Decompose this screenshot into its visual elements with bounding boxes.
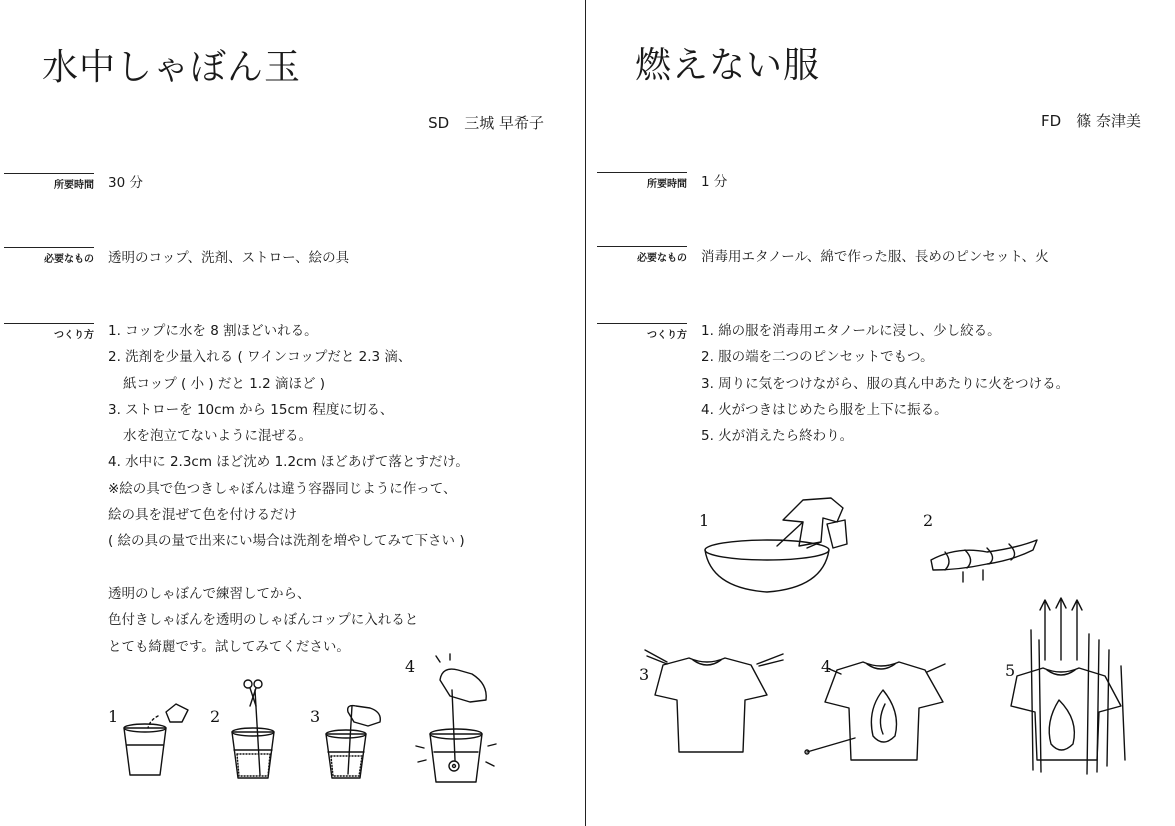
cup-icon [430, 734, 482, 782]
list-item: 水を泡立てないように混ぜる。 [123, 428, 312, 445]
section-rule [597, 246, 687, 247]
list-item: とても綺麗です。試してみてください。 [108, 638, 350, 655]
step-number: 2 [210, 707, 221, 726]
author: SD 三城 早希子 [428, 114, 544, 132]
step-number: 3 [639, 665, 650, 684]
straw-icon [452, 690, 455, 760]
basin-icon [705, 550, 829, 592]
section-rule [4, 247, 94, 248]
step-number: 4 [405, 657, 416, 676]
author: FD 篠 奈津美 [1041, 112, 1141, 130]
time-label: 所要時間 [647, 179, 687, 190]
steps-label: つくり方 [647, 330, 687, 341]
list-item: 色付きしゃぼんを透明のしゃぼんコップに入れると [108, 612, 419, 629]
section-rule [597, 172, 687, 173]
flame-icon [1049, 700, 1074, 750]
materials-label: 必要なもの [637, 253, 687, 264]
cup-icon [232, 732, 274, 778]
list-item: 1. コップに水を 8 割ほどいれる。 [108, 323, 318, 339]
steps-label: つくり方 [54, 330, 94, 341]
flame-icon [871, 690, 896, 742]
step-number: 1 [699, 511, 710, 530]
list-item: 紙コップ ( 小 ) だと 1.2 滴ほど ) [123, 375, 326, 392]
scissors-icon [244, 680, 252, 688]
time-value: 30 分 [108, 175, 143, 191]
list-item: ( 絵の具の量で出来にい場合は洗剤を増やしてみて下さい ) [108, 533, 465, 550]
cup-icon [124, 728, 166, 775]
step-number: 5 [1005, 661, 1016, 680]
page-divider [585, 0, 586, 826]
list-item: 絵の具を混ぜて色を付けるだけ [108, 507, 297, 524]
list-item: 2. 服の端を二つのピンセットでもつ。 [701, 349, 934, 366]
step-number: 1 [108, 707, 119, 726]
right-page [587, 0, 1175, 826]
materials-label: 必要なもの [44, 254, 94, 265]
list-item: 3. ストローを 10cm から 15cm 程度に切る、 [108, 401, 394, 418]
list-item: ※絵の具で色つきしゃぼんは違う容器同じように作って、 [108, 480, 457, 497]
basin-rim [705, 540, 829, 560]
bubble-icon [449, 761, 459, 771]
hand-icon [440, 669, 486, 702]
bottle-icon [166, 704, 188, 722]
step-number: 3 [310, 707, 321, 726]
list-item [108, 555, 469, 581]
list-item: 5. 火が消えたら終わり。 [701, 428, 854, 445]
fireproof-clothes-illustration [627, 490, 1172, 790]
section-rule [4, 173, 94, 174]
hand-icon [348, 706, 381, 726]
list-item: 2. 洗剤を少量入れる ( ワインコップだと 2.3 滴、 [108, 349, 412, 366]
bubble-steps-illustration [100, 650, 500, 795]
shirt-icon [825, 662, 943, 760]
materials-value: 消毒用エタノール、綿で作った服、長めのピンセット、火 [701, 249, 1049, 265]
section-rule [4, 323, 94, 324]
steps-list [108, 318, 469, 660]
step-number: 2 [923, 511, 934, 530]
page-title: 燃えない服 [635, 45, 821, 86]
match-icon [807, 738, 855, 752]
page-title: 水中しゃぼん玉 [42, 47, 302, 88]
materials-value: 透明のコップ、洗剤、ストロー、絵の具 [108, 250, 350, 266]
section-rule [597, 323, 687, 324]
tweezers-icon [757, 654, 783, 664]
shirt-icon [655, 658, 767, 752]
list-item: 1. 綿の服を消毒用エタノールに浸し、少し絞る。 [701, 323, 1001, 339]
time-value: 1 分 [701, 174, 728, 190]
step-number: 4 [821, 657, 832, 676]
left-page [0, 0, 586, 826]
steps-list [701, 318, 1069, 449]
shirt-icon [1011, 668, 1121, 760]
bottle-icon [827, 520, 847, 548]
list-item: 透明のしゃぼんで練習してから、 [108, 585, 311, 602]
list-item: 3. 周りに気をつけながら、服の真ん中あたりに火をつける。 [701, 375, 1070, 392]
list-item: 4. 水中に 2.3cm ほど沈め 1.2cm ほどあげて落とすだけ。 [108, 454, 469, 471]
time-label: 所要時間 [54, 180, 94, 191]
list-item: 4. 火がつきはじめたら服を上下に振る。 [701, 401, 948, 418]
